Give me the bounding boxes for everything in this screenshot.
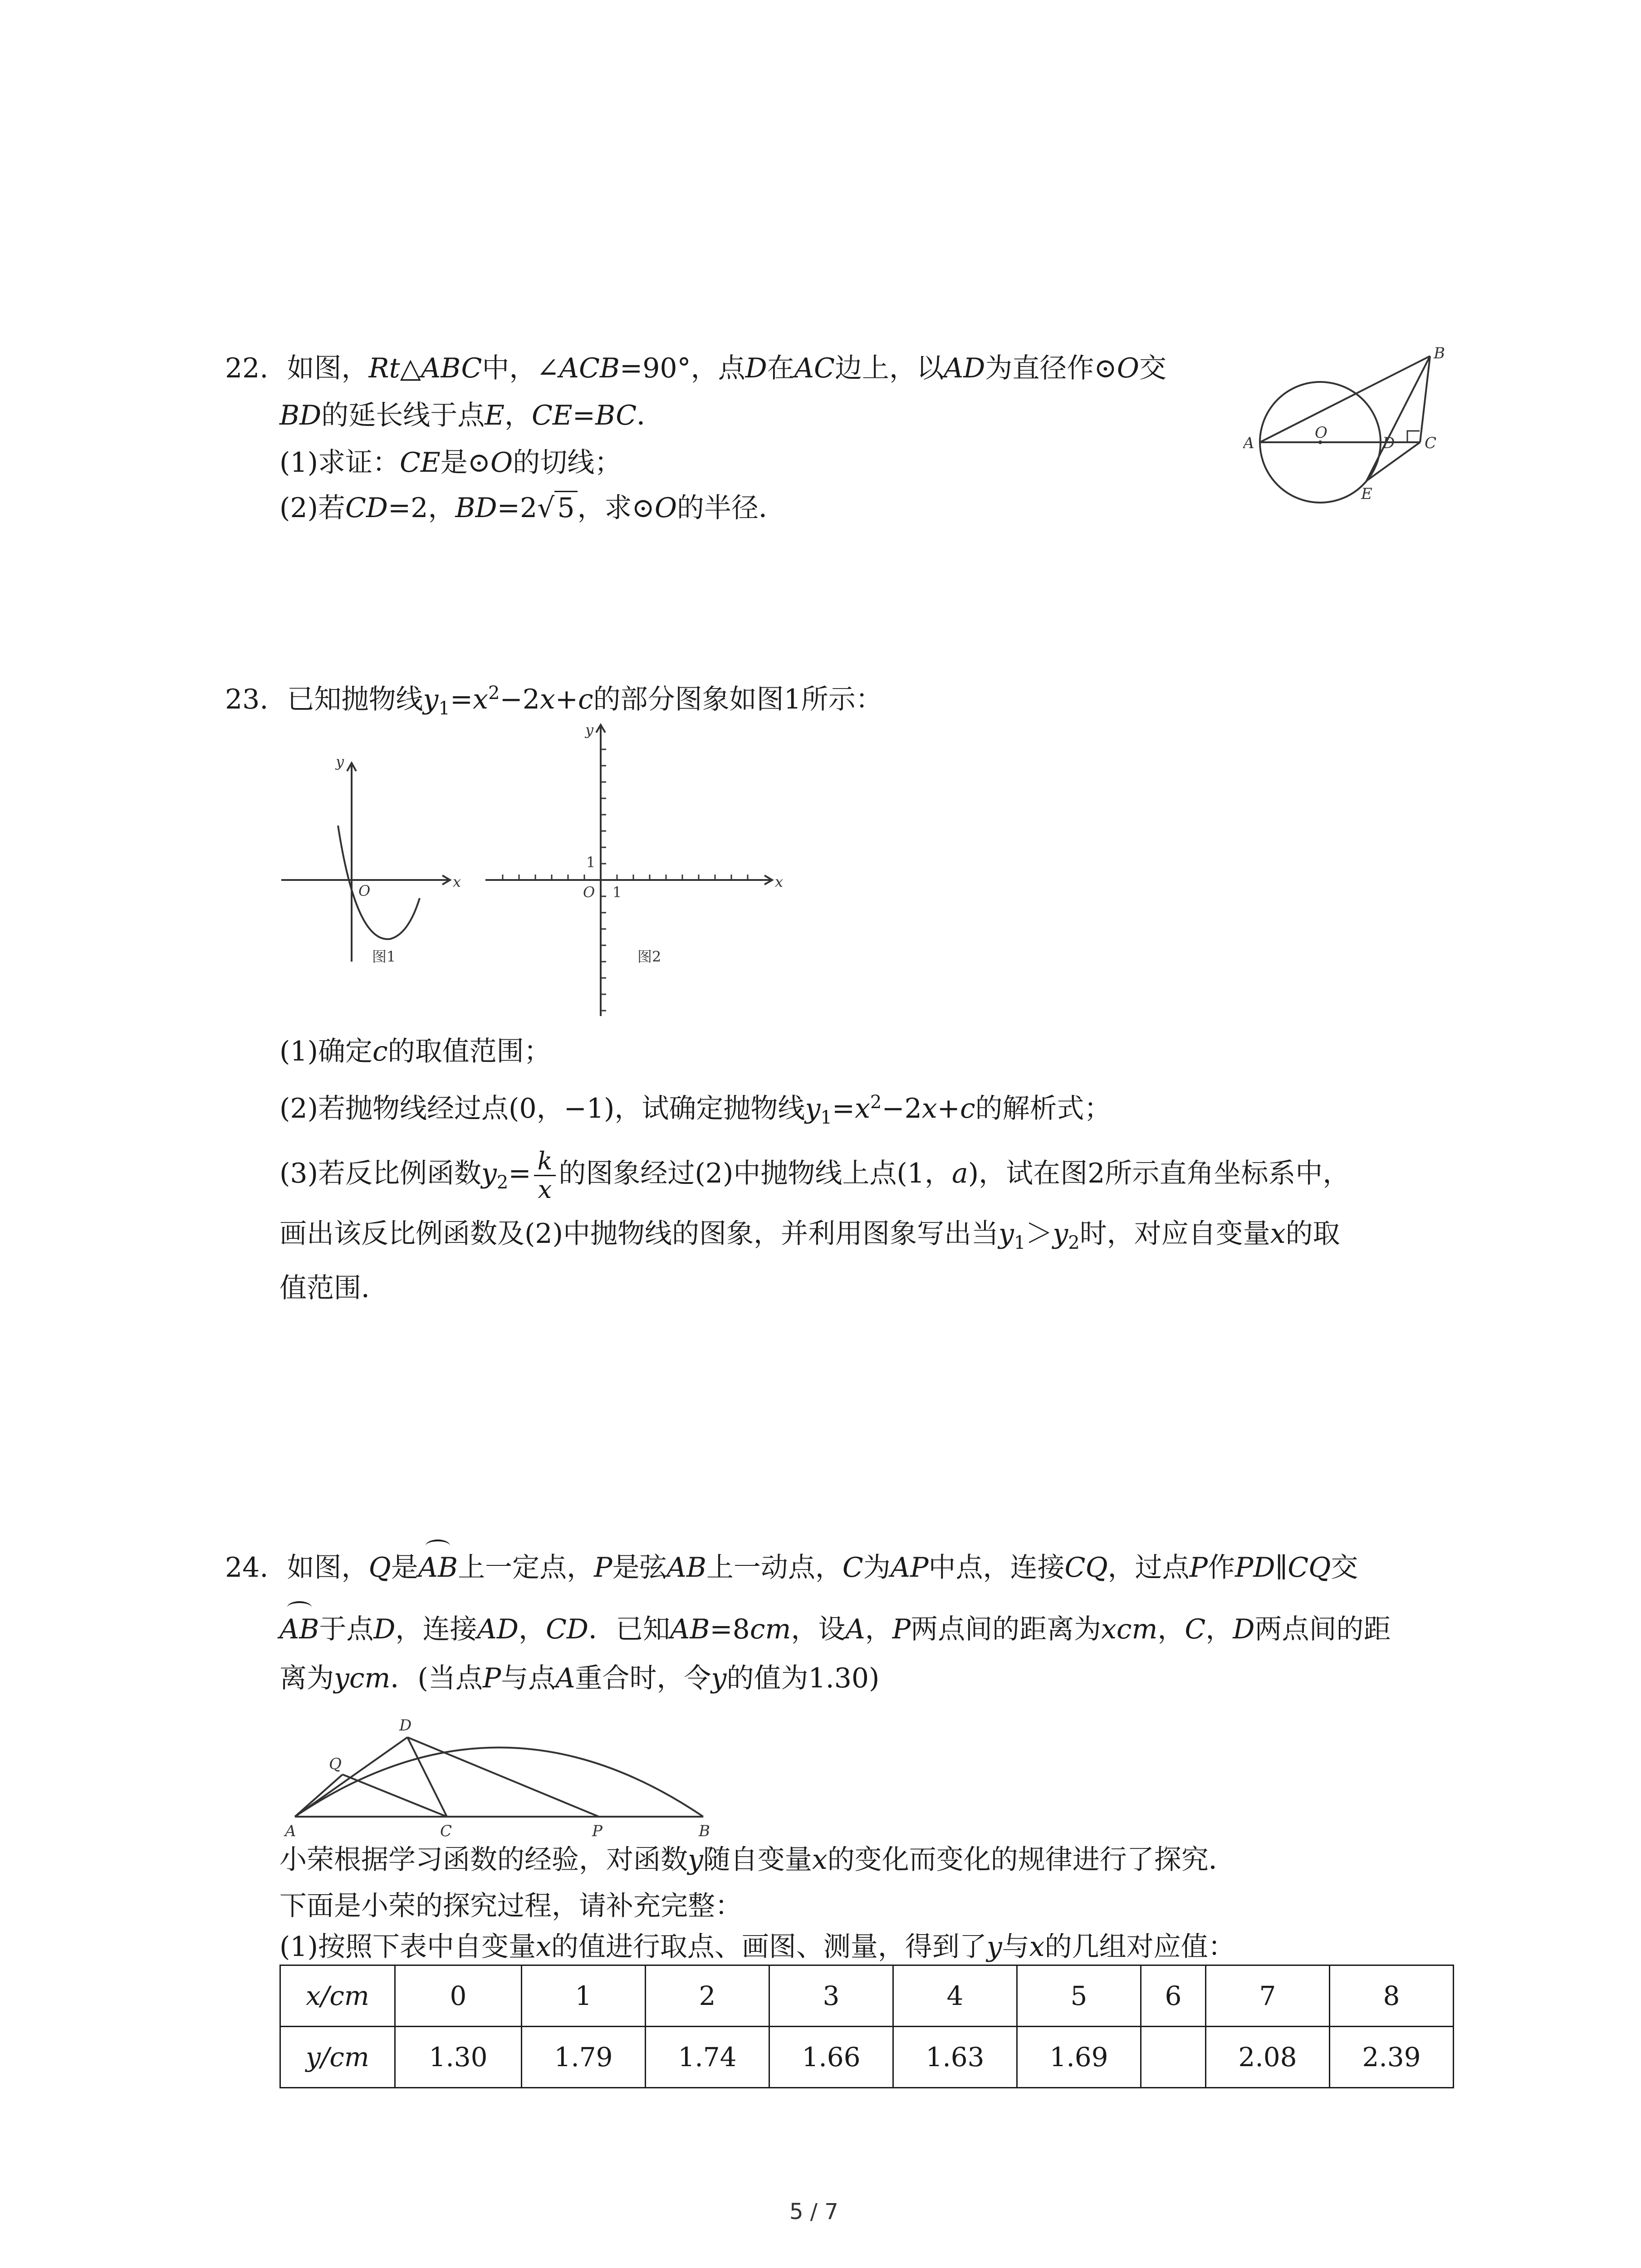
fig2-label-one-y: 1: [586, 854, 596, 871]
q22-line1: 22. 如图，Rt△ABC中，∠ACB=90°，点D在AC边上，以AD为直径作⊙O交: [225, 352, 1166, 384]
fig2-label-x: x: [775, 873, 784, 890]
line-bc: [1420, 356, 1430, 442]
q22-number: 22.: [225, 352, 269, 384]
page-number: 5 / 7: [789, 2199, 838, 2224]
label-o: O: [1315, 424, 1327, 442]
fig-label-q: Q: [329, 1755, 342, 1773]
table-cell: 2.39: [1330, 2027, 1454, 2088]
fig1-label-y: y: [336, 753, 344, 770]
line-ab: [1260, 356, 1430, 442]
table-cell: 2.08: [1206, 2027, 1330, 2088]
fig2-label-o: O: [583, 884, 595, 901]
table-cell: 1.30: [395, 2027, 522, 2088]
label-d: D: [1382, 434, 1395, 452]
label-b: B: [1434, 345, 1445, 362]
q24-line6: (1)按照下表中自变量x的值进行取点、画图、测量，得到了y与x的几组对应值：: [279, 1931, 1235, 1963]
q23-part2: (2)若抛物线经过点(0，−1)，试确定抛物线$y_1=x^2-2x+c$的解析式；: [279, 1092, 1112, 1128]
table-header-x: x/cm: [280, 1965, 395, 2027]
fig-label-p: P: [592, 1822, 603, 1840]
q24-figure: [272, 1706, 726, 1842]
arc-ab-figure: [295, 1748, 703, 1817]
sqrt-radicand: 5: [554, 491, 577, 524]
arc-ab-2: AB: [279, 1611, 319, 1647]
line-qc: [343, 1774, 447, 1817]
table-cell: 5: [1017, 1965, 1141, 2027]
table-cell: 3: [769, 1965, 893, 2027]
table-row-y: [280, 2027, 1454, 2088]
q23-part3-line3: 值范围．: [279, 1272, 388, 1304]
q24-line5: 下面是小荣的探究过程，请补充完整：: [279, 1890, 742, 1922]
fig2-caption: 图2: [637, 948, 661, 965]
fig2-label-one-x: 1: [612, 884, 622, 901]
table-cell: 1.66: [769, 2027, 893, 2088]
arc-ab: AB: [418, 1549, 458, 1586]
line-ad: [295, 1737, 407, 1817]
line-dc: [407, 1737, 447, 1817]
q24-line2: AB于点D，连接AD，CD．已知AB=8cm，设A，P两点间的距离为xcm，C，D两点间的距: [279, 1611, 1391, 1647]
q23-part3-line2: 画出该反比例函数及(2)中抛物线的图象，并利用图象写出当$y_1>y_2$时，对应自变量x的取: [279, 1218, 1340, 1253]
fig1-label-x: x: [453, 873, 461, 890]
q23-number: 23.: [225, 684, 269, 715]
q24-number: 24.: [225, 1552, 269, 1584]
table-row-x: [280, 1965, 1454, 2027]
q22-part2: (2)若CD=2，BD=2√ 5 ，求⊙O的半径．: [279, 490, 786, 526]
table-cell: 1.63: [893, 2027, 1017, 2088]
table-cell: 1.69: [1017, 2027, 1141, 2088]
q23-part1: (1)确定c的取值范围；: [279, 1036, 551, 1067]
line-aq: [295, 1774, 343, 1817]
label-a: A: [1243, 434, 1254, 452]
table-cell: 7: [1206, 1965, 1330, 2027]
table-cell: 6: [1141, 1965, 1206, 2027]
table-cell: 4: [893, 1965, 1017, 2027]
q24-line4: 小荣根据学习函数的经验，对函数y随自变量x的变化而变化的规律进行了探究．: [279, 1844, 1236, 1876]
q22-part1: (1)求证：CE是⊙O的切线；: [279, 447, 622, 479]
q23-figure2: [481, 717, 789, 1025]
table-cell: 1: [522, 1965, 646, 2027]
table-header-y: y/cm: [280, 2027, 395, 2088]
fig1-label-o: O: [358, 882, 371, 899]
fig-label-d: D: [399, 1716, 412, 1735]
fraction-k-over-x: $\frac{k}{x}$: [534, 1148, 556, 1203]
right-angle-mark: [1407, 431, 1420, 442]
q24-line3: 离为ycm．(当点P与点A重合时，令y的值为1.30): [279, 1662, 880, 1694]
q22-line2: BD的延长线于点E，CE=BC．: [279, 400, 664, 431]
fig-label-a: A: [285, 1822, 296, 1840]
q23-figure1: [272, 748, 472, 984]
q23-intro: 23. 已知抛物线$y_1=x^2-2x+c$的部分图象如图1所示：: [225, 683, 883, 719]
q22-figure: [1243, 345, 1461, 517]
fig-label-b: B: [699, 1822, 710, 1840]
fig1-caption: 图1: [372, 948, 396, 965]
q23-part3: (3)若反比例函数$y_2=$ $\frac{k}{x}$ 的图象经过(2)中抛物线上点(1，a)，试在图2所示直角坐标系中，: [279, 1147, 1350, 1204]
sqrt-symbol: √: [537, 492, 555, 524]
table-cell: 1.79: [522, 2027, 646, 2088]
label-c: C: [1425, 434, 1437, 452]
table-cell-blank: [1141, 2027, 1206, 2088]
table-cell: 0: [395, 1965, 522, 2027]
value-table: [279, 1965, 1454, 2088]
table-cell: 1.74: [646, 2027, 769, 2088]
table-cell: 2: [646, 1965, 769, 2027]
table-cell: 8: [1330, 1965, 1454, 2027]
fig2-label-y: y: [585, 721, 594, 738]
fig1-parabola: [338, 826, 420, 939]
line-dp: [407, 1737, 599, 1817]
label-e: E: [1361, 485, 1372, 503]
q24-line1: 24. 如图，Q是AB上一定点，P是弦AB上一动点，C为AP中点，连接CQ，过点P作PD∥CQ交: [225, 1549, 1358, 1586]
fig-label-c: C: [440, 1822, 452, 1840]
